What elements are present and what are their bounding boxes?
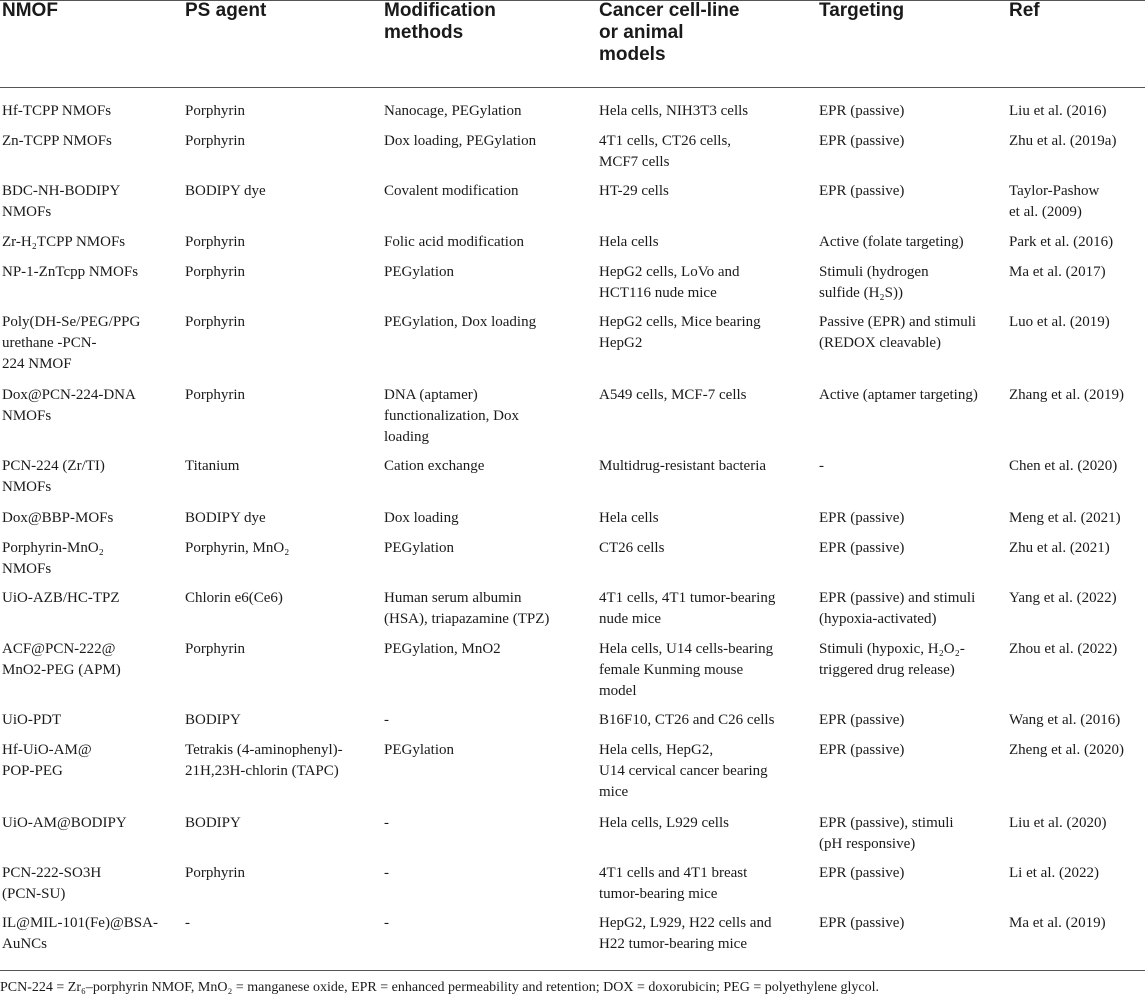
cell-cancer-model: HT-29 cells [599,183,669,199]
cell-ps-agent: - [185,915,190,931]
cell-ps-agent: BODIPY dye [185,510,266,526]
cell-modification: Covalent modification [384,183,519,199]
cell-ps-agent: Titanium [185,458,240,474]
cell-ref: Liu et al. (2020) [1009,815,1107,831]
cell-nmof: IL@MIL-101(Fe)@BSA- AuNCs [2,915,158,952]
cell-modification: PEGylation [384,540,454,556]
header-rule [0,87,1145,88]
cell-ps-agent: Porphyrin, MnO₂ [185,540,290,556]
header-ref: Ref [1009,0,1040,21]
cell-nmof: NP-1-ZnTcpp NMOFs [2,264,139,280]
cell-targeting: Passive (EPR) and stimuli (REDOX cleavable) [819,314,977,351]
cell-ps-agent: Porphyrin [185,387,245,403]
table-row [0,740,1145,813]
cell-nmof: BDC-NH-BODIPY NMOFs [2,183,121,220]
cell-modification: Human serum albumin (HSA), triapazamine (TPZ) [384,590,550,627]
table-row [0,710,1145,740]
header-row [0,0,1145,86]
cell-ref: Luo et al. (2019) [1009,314,1110,330]
cell-nmof: Dox@PCN-224-DNA NMOFs [2,387,136,424]
cell-modification: PEGylation [384,742,454,758]
cell-ref: Park et al. (2016) [1009,234,1114,250]
cell-cancer-model: B16F10, CT26 and C26 cells [599,712,775,728]
header-targeting: Targeting [819,0,905,21]
header-nmof: NMOF [2,0,58,21]
cell-cancer-model: Hela cells, U14 cells-bearing female Kunming mouse model [599,641,774,699]
cell-ps-agent: Porphyrin [185,103,245,119]
table-row [0,588,1145,639]
cell-cancer-model: Hela cells [599,234,659,250]
cell-cancer-model: 4T1 cells and 4T1 breast tumor-bearing mice [599,865,748,902]
header-cancer-model: Cancer cell-line or animal models [599,0,740,65]
cell-ref: Zhou et al. (2022) [1009,641,1118,657]
cell-nmof: Hf-TCPP NMOFs [2,103,112,119]
table-row [0,181,1145,232]
cell-ps-agent: BODIPY [185,712,241,728]
cell-ps-agent: Chlorin e6(Ce6) [185,590,283,606]
cell-targeting: EPR (passive) [819,540,905,556]
table-row [0,508,1145,538]
cell-cancer-model: 4T1 cells, CT26 cells, MCF7 cells [599,133,732,170]
cell-modification: - [384,712,389,728]
cell-ps-agent: Porphyrin [185,234,245,250]
table-row [0,232,1145,262]
table-row [0,639,1145,710]
cell-ps-agent: BODIPY dye [185,183,266,199]
cell-nmof: ACF@PCN-222@ MnO2-PEG (APM) [2,641,121,678]
cell-modification: DNA (aptamer) functionalization, Dox loading [384,387,519,445]
cell-ps-agent: Tetrakis (4-aminophenyl)- 21H,23H-chlorin (TAPC) [185,742,343,779]
cell-ref: Ma et al. (2017) [1009,264,1106,280]
cell-nmof: Poly(DH-Se/PEG/PPG urethane -PCN- 224 NMOF [2,314,141,372]
cell-ref: Li et al. (2022) [1009,865,1099,881]
table-row [0,262,1145,312]
table-row [0,131,1145,181]
cell-ref: Zhu et al. (2019a) [1009,133,1117,149]
cell-modification: - [384,815,389,831]
table-row [0,101,1145,131]
table-row [0,813,1145,863]
cell-nmof: UiO-PDT [2,712,62,728]
cell-nmof: Hf-UiO-AM@ POP-PEG [2,742,92,779]
cell-modification: PEGylation [384,264,454,280]
cell-modification: Folic acid modification [384,234,524,250]
bottom-rule [0,970,1145,971]
cell-targeting: - [819,458,824,474]
cell-ref: Taylor-Pashow et al. (2009) [1009,183,1100,220]
table-row [0,538,1145,588]
header-modification: Modification methods [384,0,496,43]
cell-nmof: PCN-224 (Zr/TI) NMOFs [2,458,105,495]
cell-cancer-model: Hela cells, L929 cells [599,815,729,831]
cell-nmof: Zn-TCPP NMOFs [2,133,112,149]
cell-targeting: Stimuli (hypoxic, H₂O₂- triggered drug release) [819,641,965,678]
cell-targeting: EPR (passive) [819,183,905,199]
cell-targeting: EPR (passive) [819,742,905,758]
cell-ref: Zhu et al. (2021) [1009,540,1110,556]
cell-ps-agent: Porphyrin [185,641,245,657]
cell-modification: Nanocage, PEGylation [384,103,522,119]
table-row [0,456,1145,508]
cell-ps-agent: Porphyrin [185,133,245,149]
cell-cancer-model: HepG2, L929, H22 cells and H22 tumor-bearing mice [599,915,772,952]
cell-cancer-model: Multidrug-resistant bacteria [599,458,767,474]
cell-ps-agent: Porphyrin [185,865,245,881]
cell-targeting: EPR (passive) [819,103,905,119]
cell-modification: - [384,915,389,931]
cell-nmof: PCN-222-SO3H (PCN-SU) [2,865,102,902]
cell-cancer-model: Hela cells, HepG2, U14 cervical cancer bearing mice [599,742,768,800]
cell-nmof: UiO-AM@BODIPY [2,815,127,831]
cell-ps-agent: BODIPY [185,815,241,831]
cell-targeting: Stimuli (hydrogen sulfide (H₂S)) [819,264,929,301]
cell-targeting: EPR (passive) [819,865,905,881]
table-row [0,913,1145,969]
cell-ref: Liu et al. (2016) [1009,103,1107,119]
cell-modification: Dox loading, PEGylation [384,133,537,149]
cell-ref: Zheng et al. (2020) [1009,742,1124,758]
cell-cancer-model: A549 cells, MCF-7 cells [599,387,747,403]
cell-modification: - [384,865,389,881]
cell-targeting: EPR (passive), stimuli (pH responsive) [819,815,954,852]
header-ps-agent: PS agent [185,0,267,21]
cell-ref: Zhang et al. (2019) [1009,387,1124,403]
cell-cancer-model: Hela cells, NIH3T3 cells [599,103,749,119]
cell-cancer-model: HepG2 cells, LoVo and HCT116 nude mice [599,264,740,301]
cell-modification: PEGylation, MnO2 [384,641,501,657]
cell-targeting: EPR (passive) [819,915,905,931]
cell-targeting: EPR (passive) [819,712,905,728]
cell-modification: PEGylation, Dox loading [384,314,537,330]
cell-ref: Ma et al. (2019) [1009,915,1106,931]
cell-nmof: Porphyrin-MnO₂ NMOFs [2,540,104,577]
cell-targeting: Active (aptamer targeting) [819,387,978,403]
cell-ref: Yang et al. (2022) [1009,590,1117,606]
cell-nmof: Dox@BBP-MOFs [2,510,114,526]
cell-cancer-model: Hela cells [599,510,659,526]
table-row [0,863,1145,913]
cell-targeting: EPR (passive) [819,510,905,526]
cell-nmof: UiO-AZB/HC-TPZ [2,590,120,606]
cell-ps-agent: Porphyrin [185,264,245,280]
table-footnote: PCN-224 = Zr₆–porphyrin NMOF, MnO₂ = manganese oxide, EPR = enhanced permeability and retention; DOX = doxorubicin; PEG = polyethylene glycol. [0,980,880,995]
cell-ps-agent: Porphyrin [185,314,245,330]
table-row [0,312,1145,385]
cell-modification: Dox loading [384,510,459,526]
table-row [0,385,1145,456]
cell-modification: Cation exchange [384,458,485,474]
cell-cancer-model: CT26 cells [599,540,665,556]
cell-ref: Meng et al. (2021) [1009,510,1121,526]
cell-ref: Wang et al. (2016) [1009,712,1121,728]
cell-ref: Chen et al. (2020) [1009,458,1118,474]
cell-cancer-model: 4T1 cells, 4T1 tumor-bearing nude mice [599,590,776,627]
cell-nmof: Zr-H₂TCPP NMOFs [2,234,126,250]
cell-cancer-model: HepG2 cells, Mice bearing HepG2 [599,314,761,351]
cell-targeting: EPR (passive) [819,133,905,149]
cell-targeting: Active (folate targeting) [819,234,964,250]
cell-targeting: EPR (passive) and stimuli (hypoxia-activated) [819,590,976,627]
